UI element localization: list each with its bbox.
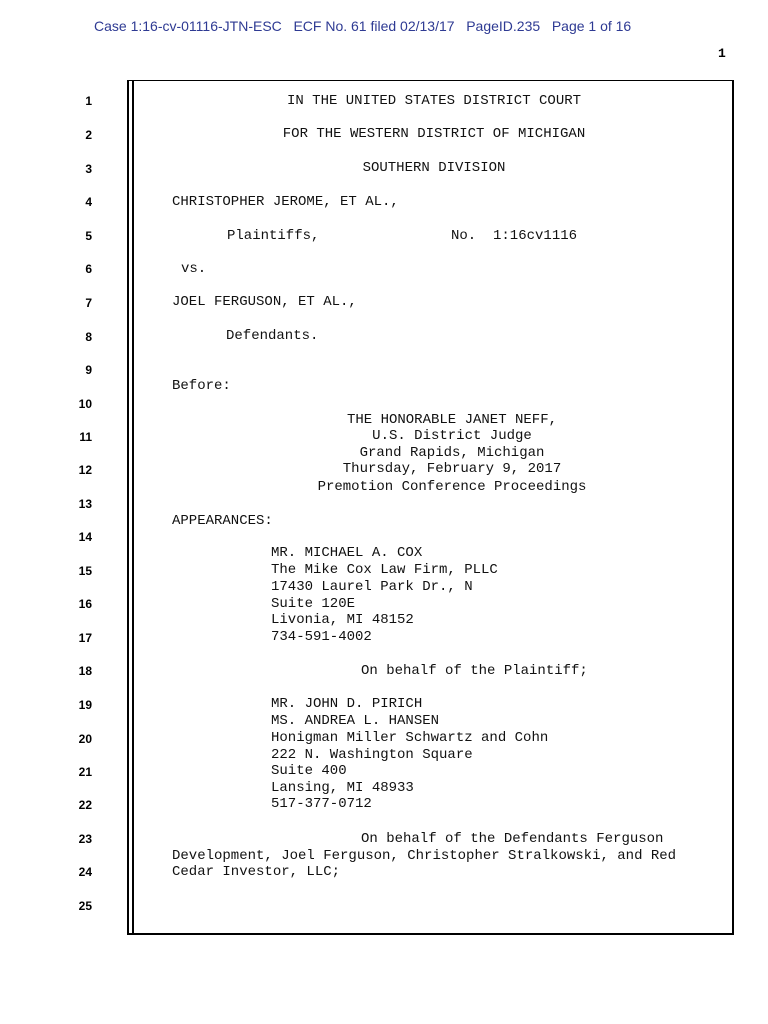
line-number: 22 bbox=[78, 798, 92, 812]
defense-on-behalf-line-2: Development, Joel Ferguson, Christopher Stralkowski, and Red bbox=[172, 848, 677, 864]
court-division-line: SOUTHERN DIVISION bbox=[362, 160, 506, 176]
line-number: 15 bbox=[78, 564, 92, 578]
line-number: 25 bbox=[78, 899, 92, 913]
defendants-label: Defendants. bbox=[226, 328, 319, 344]
line-number: 13 bbox=[78, 497, 92, 511]
plaintiff-counsel-address: 17430 Laurel Park Dr., N bbox=[271, 579, 473, 595]
page-number: 1 bbox=[718, 46, 726, 61]
defense-counsel-suite: Suite 400 bbox=[271, 763, 347, 779]
appearances-label: APPEARANCES: bbox=[172, 513, 273, 529]
proceeding-type: Premotion Conference Proceedings bbox=[317, 479, 587, 495]
plaintiffs-label: Plaintiffs, bbox=[227, 228, 320, 244]
line-number: 7 bbox=[85, 296, 92, 310]
defense-counsel-firm: Honigman Miller Schwartz and Cohn bbox=[271, 730, 549, 746]
defense-counsel-name-1: MR. JOHN D. PIRICH bbox=[271, 696, 423, 712]
defense-on-behalf-line-1: On behalf of the Defendants Ferguson bbox=[361, 831, 664, 847]
plaintiff-counsel-suite: Suite 120E bbox=[271, 596, 356, 612]
plaintiff-counsel-name: MR. MICHAEL A. COX bbox=[271, 545, 423, 561]
plaintiff-counsel-phone: 734-591-4002 bbox=[271, 629, 372, 645]
line-number: 6 bbox=[85, 262, 92, 276]
line-number: 14 bbox=[78, 530, 92, 544]
defense-counsel-address: 222 N. Washington Square bbox=[271, 747, 473, 763]
plaintiff-name: CHRISTOPHER JEROME, ET AL., bbox=[172, 194, 399, 210]
hearing-date: Thursday, February 9, 2017 bbox=[342, 461, 562, 477]
court-name-line: IN THE UNITED STATES DISTRICT COURT bbox=[286, 93, 582, 109]
line-number: 18 bbox=[78, 664, 92, 678]
defense-counsel-name-2: MS. ANDREA L. HANSEN bbox=[271, 713, 440, 729]
line-number: 23 bbox=[78, 832, 92, 846]
line-number: 20 bbox=[78, 732, 92, 746]
line-number: 24 bbox=[78, 865, 92, 879]
line-number: 1 bbox=[85, 94, 92, 108]
line-number: 10 bbox=[78, 397, 92, 411]
plaintiff-on-behalf: On behalf of the Plaintiff; bbox=[361, 663, 588, 679]
line-number: 4 bbox=[85, 195, 92, 209]
defendant-name: JOEL FERGUSON, ET AL., bbox=[172, 294, 357, 310]
line-number: 19 bbox=[78, 698, 92, 712]
line-number: 9 bbox=[85, 363, 92, 377]
judge-name: THE HONORABLE JANET NEFF, bbox=[346, 412, 558, 428]
transcript-border-inner-line bbox=[132, 80, 134, 935]
line-number: 16 bbox=[78, 597, 92, 611]
judge-title: U.S. District Judge bbox=[372, 428, 532, 444]
defense-counsel-city: Lansing, MI 48933 bbox=[271, 780, 414, 796]
plaintiff-counsel-firm: The Mike Cox Law Firm, PLLC bbox=[271, 562, 498, 578]
case-number: No. 1:16cv1116 bbox=[451, 228, 578, 244]
line-number: 21 bbox=[78, 765, 92, 779]
plaintiff-counsel-city: Livonia, MI 48152 bbox=[271, 612, 414, 628]
ecf-filing-header: Case 1:16-cv-01116-JTN-ESC ECF No. 61 filed 02/13/17 PageID.235 Page 1 of 16 bbox=[94, 18, 632, 34]
line-number: 2 bbox=[85, 128, 92, 142]
before-label: Before: bbox=[172, 378, 231, 394]
hearing-location: Grand Rapids, Michigan bbox=[359, 445, 545, 461]
defense-counsel-phone: 517-377-0712 bbox=[271, 796, 372, 812]
court-district-line: FOR THE WESTERN DISTRICT OF MICHIGAN bbox=[282, 126, 586, 142]
line-number: 3 bbox=[85, 162, 92, 176]
defense-on-behalf-line-3: Cedar Investor, LLC; bbox=[172, 864, 341, 880]
versus-label: vs. bbox=[181, 261, 207, 277]
line-number: 5 bbox=[85, 229, 92, 243]
line-number: 17 bbox=[78, 631, 92, 645]
line-number: 12 bbox=[78, 463, 92, 477]
line-number: 8 bbox=[85, 330, 92, 344]
line-number: 11 bbox=[79, 430, 92, 444]
